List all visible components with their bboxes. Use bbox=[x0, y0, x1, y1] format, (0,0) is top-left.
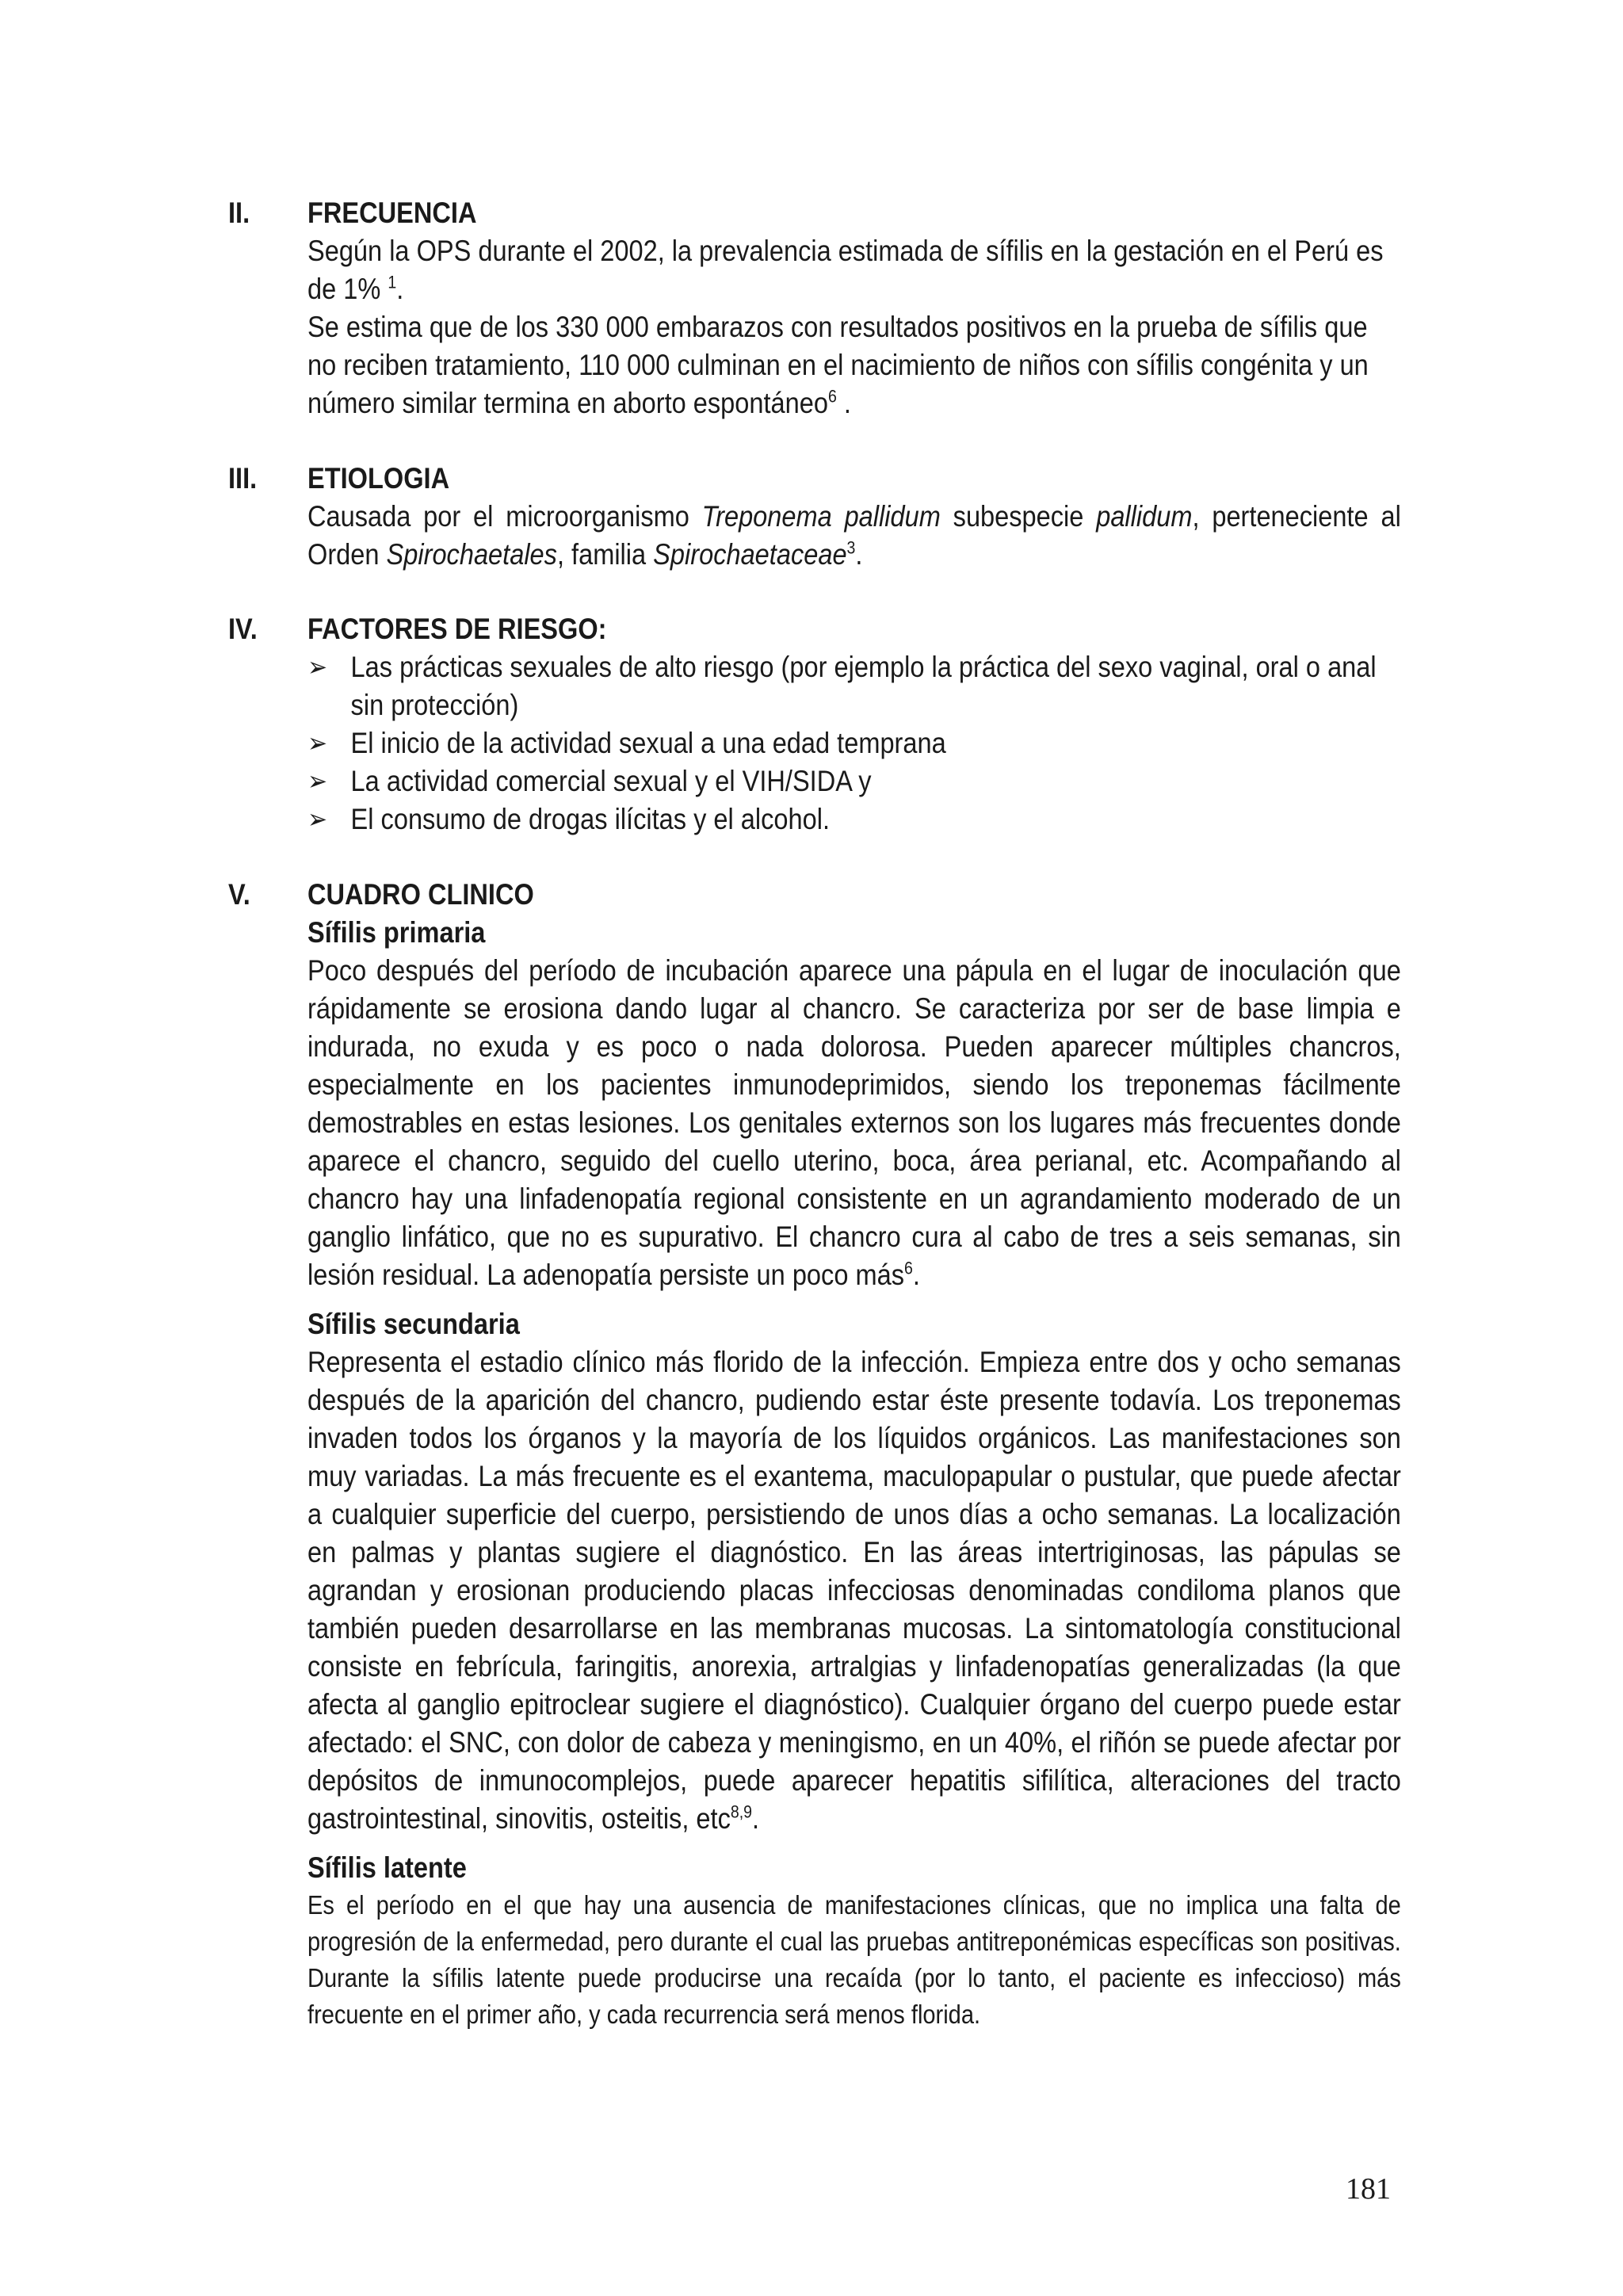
paragraph-latente bbox=[307, 1887, 1401, 2033]
section-number: IV. bbox=[228, 613, 258, 645]
section-title: ETIOLOGIA bbox=[307, 462, 450, 495]
paragraph-text: Se estima que de los 330 000 embarazos con resultados positivos en la prueba de sífilis que no reciben tratamiento, 110 000 culminan en el nacimiento de niños con sífilis congénita y un número similar termina en aborto espontáneo bbox=[307, 311, 1369, 419]
text-span: , perteneciente al Orden bbox=[307, 500, 1401, 571]
paragraph bbox=[307, 498, 1401, 574]
family-name: Spirochaetaceae bbox=[653, 538, 847, 571]
list-item-text: Las prácticas sexuales de alto riesgo (por ejemplo la práctica del sexo vaginal, oral o anal sin protección) bbox=[350, 651, 1377, 721]
paragraph bbox=[307, 308, 1401, 422]
text-span: , familia bbox=[556, 538, 654, 571]
section-title: FRECUENCIA bbox=[307, 197, 477, 229]
section-title: CUADRO CLINICO bbox=[307, 878, 534, 911]
list-item bbox=[307, 724, 1396, 762]
citation-superscript: 1 bbox=[388, 272, 397, 292]
citation-superscript: 3 bbox=[846, 537, 856, 558]
risk-factor-list bbox=[307, 648, 1401, 839]
list-item-text: El consumo de drogas ilícitas y el alcohol. bbox=[350, 803, 831, 835]
paragraph-primaria bbox=[307, 952, 1401, 1294]
subsection-title-secundaria: Sífilis secundaria bbox=[307, 1308, 520, 1340]
section-number: V. bbox=[228, 878, 250, 911]
order-name: Spirochaetales bbox=[386, 538, 557, 571]
species-name: Treponema pallidum bbox=[701, 500, 941, 533]
page-number: 181 bbox=[1346, 2172, 1391, 2206]
list-item bbox=[307, 648, 1396, 724]
section-title: FACTORES DE RIESGO: bbox=[307, 613, 607, 645]
paragraph-text: Representa el estadio clínico más florido de la infección. Empieza entre dos y ocho semanas después de la aparición del chancro, pudiendo estar éste presente todavía. Los treponemas invaden todos los órganos y la mayoría de los líquidos orgánicos. Las manifestaciones son muy variadas. La más frecuente es el exantema, maculopapular o pustular, que puede afectar a cualquier superficie del cuerpo, persistiendo de unos días a ocho semanas. La localización en palmas y plantas sugiere el diagnóstico. En las áreas intertriginosas, las pápulas se agrandan y erosionan produciendo placas infecciosas denominadas condiloma planos que también pueden desarrollarse en las membranas mucosas. La sintomatología constitucional consiste en febrícula, faringitis, anorexia, artralgias y linfadenopatías generalizadas (la que afecta al ganglio epitroclear sugiere el diagnóstico). Cualquier órgano del cuerpo puede estar afectado: el SNC, con dolor de cabeza y meningismo, en un 40%, el riñón se puede afectar por depósitos de inmunocomplejos, puede aparecer hepatitis sifilítica, alteraciones del tracto gastrointestinal, sinovitis, osteitis, etc bbox=[307, 1346, 1401, 1835]
list-item bbox=[307, 800, 1396, 839]
paragraph-end: . bbox=[855, 538, 863, 571]
arrowhead-bullet-icon: ➢ bbox=[307, 766, 328, 797]
list-item-text: La actividad comercial sexual y el VIH/SIDA y bbox=[350, 765, 872, 797]
text-span: Causada por el microorganismo bbox=[307, 500, 702, 533]
paragraph-secundaria bbox=[307, 1343, 1401, 1838]
subsection-title-primaria: Sífilis primaria bbox=[307, 916, 486, 949]
paragraph-text: Es el período en el que hay una ausencia de manifestaciones clínicas, que no implica una falta de progresión de la enfermedad, pero durante el cual las pruebas antitreponémicas específicas son positivas. Durante la sífilis latente puede producirse una recaída (por lo tanto, el paciente es infeccioso) más frecuente en el primer año, y cada recurrencia será menos florida. bbox=[307, 1890, 1401, 2029]
paragraph bbox=[307, 232, 1401, 308]
arrowhead-bullet-icon: ➢ bbox=[307, 804, 328, 835]
paragraph-end: . bbox=[396, 273, 404, 305]
citation-superscript: 6 bbox=[827, 386, 837, 407]
paragraph-end: . bbox=[752, 1802, 760, 1835]
arrowhead-bullet-icon: ➢ bbox=[307, 728, 328, 759]
section-number: II. bbox=[228, 197, 250, 229]
paragraph-end: . bbox=[912, 1259, 920, 1291]
paragraph-end: . bbox=[836, 387, 851, 419]
citation-superscript: 6 bbox=[903, 1258, 913, 1278]
subspecies-name: pallidum bbox=[1096, 500, 1193, 533]
list-item-text: El inicio de la actividad sexual a una edad temprana bbox=[350, 727, 946, 759]
citation-superscript: 8,9 bbox=[730, 1801, 752, 1822]
section-number: III. bbox=[228, 462, 258, 495]
arrowhead-bullet-icon: ➢ bbox=[307, 651, 328, 683]
paragraph-text: Poco después del período de incubación aparece una pápula en el lugar de inoculación que rápidamente se erosiona dando lugar al chancro. Se caracteriza por ser de base limpia e indurada, no exuda y es poco o nada dolorosa. Pueden aparecer múltiples chancros, especialmente en los pacientes inmunodeprimidos, siendo los treponemas fácilmente demostrables en estas lesiones. Los genitales externos son los lugares más frecuentes donde aparece el chancro, seguido del cuello uterino, boca, área perianal, etc. Acompañando al chancro hay una linfadenopatía regional consistente en un agrandamiento moderado de un ganglio linfático, que no es supurativo. El chancro cura al cabo de tres a seis semanas, sin lesión residual. La adenopatía persiste un poco más bbox=[307, 954, 1401, 1291]
paragraph-text: Según la OPS durante el 2002, la prevalencia estimada de sífilis en la gestación en el Perú es de 1% bbox=[307, 235, 1384, 305]
list-item bbox=[307, 762, 1396, 800]
text-span: subespecie bbox=[940, 500, 1097, 533]
subsection-title-latente: Sífilis latente bbox=[307, 1851, 467, 1884]
